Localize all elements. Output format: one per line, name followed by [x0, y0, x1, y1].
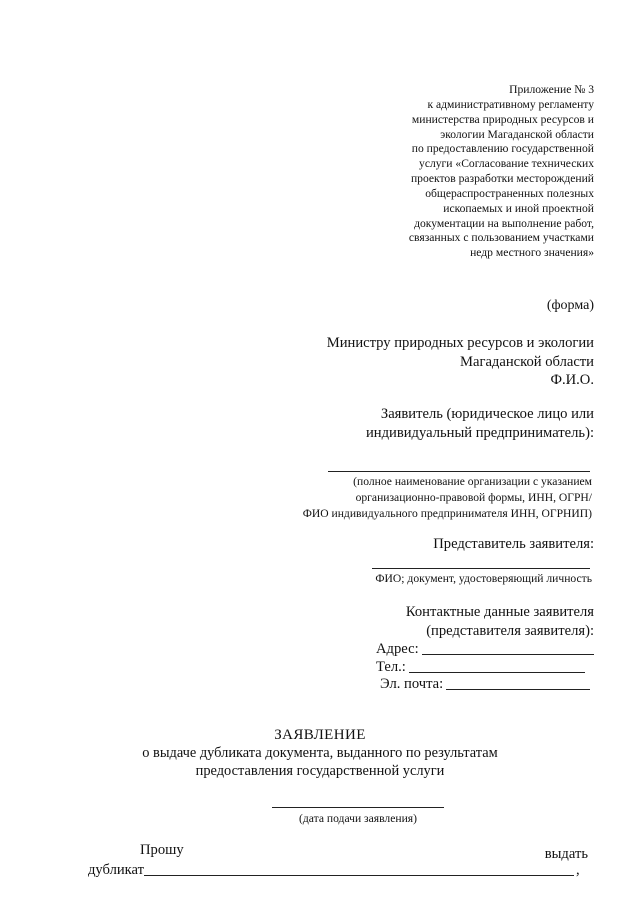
appendix-line: Приложение № 3	[509, 83, 594, 96]
applicant-line: индивидуальный предприниматель):	[366, 424, 594, 441]
form-label: (форма)	[546, 298, 594, 313]
appendix-line: общераспространенных полезных	[425, 186, 594, 200]
statement-subtitle	[0, 745, 640, 780]
email-label: Эл. почта:	[380, 676, 444, 692]
date-field[interactable]	[272, 807, 444, 808]
email-row	[380, 676, 590, 693]
address-field[interactable]	[422, 654, 594, 655]
statement-subtitle-line: о выдаче дубликата документа, выданного по результатам	[142, 745, 498, 761]
phone-label: Тел.:	[376, 659, 406, 675]
appendix-header	[334, 83, 594, 261]
appendix-line: к административному регламенту	[427, 97, 594, 111]
address-label: Адрес:	[376, 641, 419, 657]
appendix-line: по предоставлению государственной	[411, 142, 594, 156]
appendix-line: проектов разработки месторождений	[410, 172, 594, 186]
email-field[interactable]	[446, 689, 590, 690]
request-word: Прошу	[140, 842, 184, 858]
statement-title: ЗАЯВЛЕНИЕ	[274, 727, 366, 743]
applicant-hint-line: (полное наименование организации с указанием	[353, 475, 592, 488]
issue-word: выдать	[544, 846, 588, 862]
addressee-block	[327, 334, 594, 390]
applicant-hint	[303, 474, 592, 522]
duplicate-row	[88, 862, 580, 879]
phone-row	[376, 659, 585, 676]
applicant-name-field[interactable]	[328, 471, 590, 472]
representative-field[interactable]	[372, 568, 590, 569]
statement-subtitle-line: предоставления государственной услуги	[195, 762, 445, 779]
address-row	[376, 641, 594, 658]
phone-field[interactable]	[409, 672, 585, 673]
contacts-block	[406, 603, 594, 640]
applicant-block	[366, 405, 594, 442]
applicant-hint-line: ФИО индивидуального предпринимателя ИНН, ОГРНИП)	[302, 507, 592, 520]
representative-hint: ФИО; документ, удостоверяющий личность	[375, 572, 592, 585]
appendix-line: ископаемых и иной проектной	[443, 201, 594, 215]
appendix-line: экологии Магаданской области	[440, 127, 594, 141]
addressee-line: Магаданской области	[460, 353, 594, 370]
trailing-comma: ,	[576, 862, 580, 878]
addressee-line: Ф.И.О.	[550, 372, 594, 388]
appendix-line: недр местного значения»	[470, 246, 594, 260]
date-hint: (дата подачи заявления)	[299, 812, 417, 825]
applicant-line: Заявитель (юридическое лицо или	[380, 406, 594, 422]
contacts-line: (представителя заявителя):	[426, 622, 594, 639]
appendix-line: документации на выполнение работ,	[414, 216, 594, 230]
applicant-hint-line: организационно-правовой формы, ИНН, ОГРН/	[355, 491, 592, 504]
appendix-line: министерства природных ресурсов и	[411, 112, 594, 126]
contacts-line: Контактные данные заявителя	[405, 604, 594, 620]
duplicate-field[interactable]	[144, 875, 574, 876]
duplicate-word: дубликат	[88, 862, 145, 878]
representative-label: Представитель заявителя:	[433, 536, 594, 552]
appendix-line: связанных с пользованием участками	[408, 231, 594, 245]
addressee-line: Министру природных ресурсов и экологии	[326, 335, 594, 351]
appendix-line: услуги «Согласование технических	[419, 157, 594, 171]
